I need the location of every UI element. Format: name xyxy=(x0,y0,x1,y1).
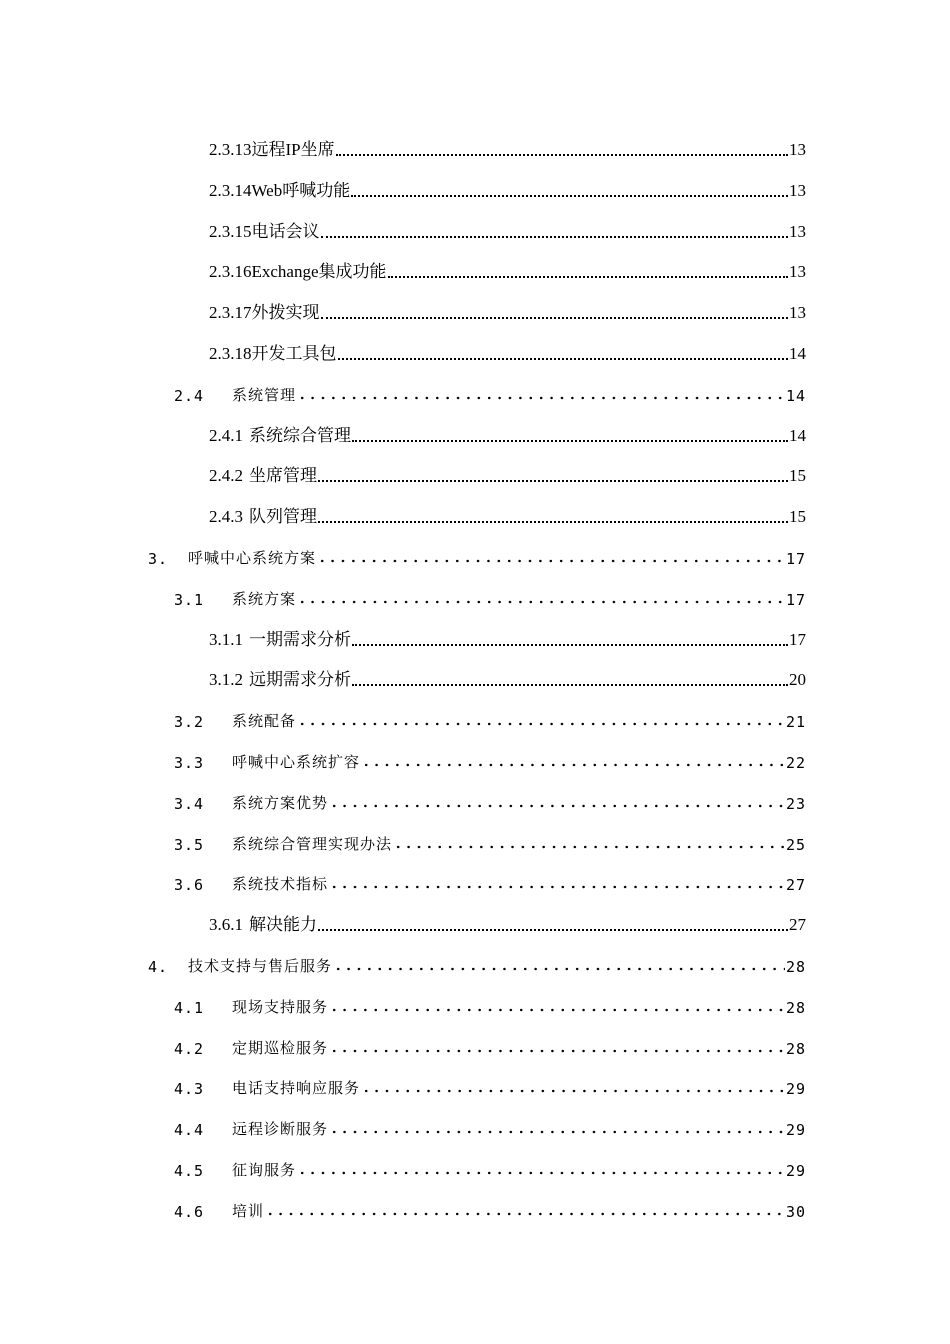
toc-entry-title: 队列管理 xyxy=(249,507,317,527)
toc-entry-number: 4.5 xyxy=(174,1162,205,1180)
toc-entry-number: 3.1.1 xyxy=(209,629,243,649)
toc-leader-dots xyxy=(329,884,785,890)
toc-entry[interactable] xyxy=(174,705,806,731)
toc-entry-page: 13 xyxy=(789,303,806,323)
toc-entry-title: 系统技术指标 xyxy=(232,875,329,894)
toc-leader-dots xyxy=(318,476,788,482)
toc-entry-title: 开发工具包 xyxy=(251,344,337,363)
toc-entry[interactable] xyxy=(174,1072,806,1098)
toc-entry-number: 3.2 xyxy=(174,713,205,732)
toc-entry-number: 2.3.13 xyxy=(209,140,252,159)
toc-entry[interactable] xyxy=(209,420,806,446)
toc-entry-number: 2.4.3 xyxy=(209,507,243,527)
toc-entry[interactable] xyxy=(174,787,806,813)
toc-entry-page: 25 xyxy=(785,835,806,854)
toc-entry[interactable] xyxy=(174,746,806,772)
toc-entry-title: 系统方案 xyxy=(232,589,297,608)
toc-entry-number: 2.3.15 xyxy=(209,221,252,241)
toc-entry-page: 13 xyxy=(789,262,806,282)
toc-leader-dots xyxy=(317,558,785,564)
toc-entry[interactable] xyxy=(174,828,806,854)
toc-entry-number: 4.4 xyxy=(174,1121,205,1140)
toc-entry-title: Exchange集成功能 xyxy=(251,262,387,282)
toc-entry-page: 15 xyxy=(789,466,806,486)
toc-entry-title: 培训 xyxy=(232,1201,265,1220)
toc-leader-dots xyxy=(318,925,788,931)
toc-entry-page: 29 xyxy=(785,1162,806,1180)
toc-entry-number: 3.1.2 xyxy=(209,670,243,690)
toc-entry-page: 14 xyxy=(785,386,806,405)
toc-entry-page: 23 xyxy=(785,794,806,813)
toc-entry-page: 27 xyxy=(789,915,806,935)
toc-entry-title: 远期需求分析 xyxy=(249,670,351,690)
toc-entry[interactable] xyxy=(209,134,806,160)
toc-entry-page: 14 xyxy=(789,425,806,445)
toc-entry-number: 3.1 xyxy=(174,590,205,609)
toc-entry-number: 3.4 xyxy=(174,794,205,813)
toc-entry-page: 21 xyxy=(785,713,806,732)
toc-entry-number: 2.4 xyxy=(174,386,205,405)
toc-entry-title: 一期需求分析 xyxy=(249,629,351,649)
toc-leader-dots xyxy=(361,1088,785,1094)
toc-entry-page: 17 xyxy=(785,550,806,568)
toc-entry[interactable] xyxy=(209,175,806,201)
toc-entry-number: 2.3.14 xyxy=(209,180,252,200)
toc-entry-number: 2.3.18 xyxy=(209,344,252,363)
toc-leader-dots xyxy=(318,517,788,523)
toc-leader-dots xyxy=(329,1048,785,1054)
toc-entry[interactable] xyxy=(209,216,806,242)
toc-entry-number: 4. xyxy=(148,958,169,976)
toc-entry-number: 2.4.2 xyxy=(209,466,243,486)
toc-leader-dots xyxy=(338,354,789,360)
toc-entry-number: 3.3 xyxy=(174,754,205,772)
toc-leader-dots xyxy=(321,313,789,319)
toc-leader-dots xyxy=(297,599,785,605)
toc-entry-number: 4.1 xyxy=(174,998,205,1017)
toc-entry-title: 系统综合管理实现办法 xyxy=(232,834,393,853)
toc-entry-title: 电话会议 xyxy=(251,221,320,241)
toc-entry-number: 3.5 xyxy=(174,835,205,854)
toc-entry-number: 3.6.1 xyxy=(209,915,243,935)
toc-entry-title: 系统管理 xyxy=(232,385,297,404)
toc-leader-dots xyxy=(336,150,788,156)
toc-entry-page: 17 xyxy=(785,590,806,609)
toc-entry[interactable] xyxy=(209,501,806,527)
toc-entry[interactable] xyxy=(209,664,806,690)
toc-entry-title: 外拨实现 xyxy=(251,303,320,323)
toc-entry-number: 4.6 xyxy=(174,1202,205,1221)
toc-entry-title: 系统方案优势 xyxy=(232,793,329,812)
toc-entry-page: 30 xyxy=(785,1202,806,1221)
toc-leader-dots xyxy=(321,232,789,238)
toc-leader-dots xyxy=(329,1007,785,1013)
toc-leader-dots xyxy=(388,272,788,278)
toc-leader-dots xyxy=(361,762,785,768)
toc-entry-number: 2.3.17 xyxy=(209,303,252,323)
toc-entry-title: 解决能力 xyxy=(249,915,317,935)
toc-entry-number: 3.6 xyxy=(174,876,205,895)
toc-entry-title: 定期巡检服务 xyxy=(232,1038,329,1057)
toc-entry-title: 系统综合管理 xyxy=(249,425,351,445)
toc-entry-title: 技术支持与售后服务 xyxy=(188,957,333,975)
toc-entry[interactable] xyxy=(174,1154,806,1180)
toc-entry-number: 2.4.1 xyxy=(209,425,243,445)
toc-entry-page: 22 xyxy=(785,754,806,772)
toc-entry-page: 28 xyxy=(785,1039,806,1058)
toc-entry-page: 29 xyxy=(785,1080,806,1099)
toc-leader-dots xyxy=(297,395,785,401)
toc-entry-title: 远程IP坐席 xyxy=(251,140,335,159)
toc-entry[interactable] xyxy=(174,1195,806,1221)
toc-leader-dots xyxy=(329,803,785,809)
toc-entry-page: 28 xyxy=(785,958,806,976)
toc-entry[interactable] xyxy=(209,624,806,650)
toc-entry[interactable] xyxy=(174,583,806,609)
toc-entry-page: 13 xyxy=(789,140,806,159)
toc-entry-title: 呼喊中心系统方案 xyxy=(188,549,317,567)
toc-entry-title: 征询服务 xyxy=(232,1161,297,1179)
toc-entry-page: 20 xyxy=(789,670,806,690)
toc-entry-number: 4.2 xyxy=(174,1039,205,1058)
toc-entry[interactable] xyxy=(174,1032,806,1058)
toc-entry-number: 4.3 xyxy=(174,1080,205,1099)
toc-entry[interactable] xyxy=(174,868,806,894)
toc-entry[interactable] xyxy=(174,991,806,1017)
toc-entry-page: 15 xyxy=(789,507,806,527)
toc-entry[interactable] xyxy=(174,379,806,405)
toc-entry-page: 29 xyxy=(785,1121,806,1140)
toc-entry[interactable] xyxy=(148,950,806,976)
toc-leader-dots xyxy=(265,1211,785,1217)
toc-entry-title: Web呼喊功能 xyxy=(251,180,351,200)
toc-entry[interactable] xyxy=(148,542,806,568)
toc-entry-title: 远程诊断服务 xyxy=(232,1120,329,1139)
toc-leader-dots xyxy=(351,191,788,197)
toc-entry-title: 现场支持服务 xyxy=(232,997,329,1016)
toc-entry[interactable] xyxy=(209,256,806,282)
toc-entry-page: 13 xyxy=(789,180,806,200)
toc-entry[interactable] xyxy=(209,297,806,323)
toc-entry[interactable] xyxy=(209,909,806,935)
toc-entry-page: 17 xyxy=(789,629,806,649)
toc-leader-dots xyxy=(352,680,788,686)
toc-entry-page: 13 xyxy=(789,221,806,241)
toc-entry-number: 2.3.16 xyxy=(209,262,252,282)
toc-leader-dots xyxy=(297,721,785,727)
toc-entry-title: 电话支持响应服务 xyxy=(232,1079,361,1098)
toc-entry-number: 3. xyxy=(148,550,169,568)
toc-leader-dots xyxy=(333,966,785,972)
toc-entry-page: 28 xyxy=(785,998,806,1017)
toc-leader-dots xyxy=(329,1129,785,1135)
toc-leader-dots xyxy=(297,1170,785,1176)
toc-entry[interactable] xyxy=(174,1113,806,1139)
toc-leader-dots xyxy=(352,640,788,646)
toc-entry[interactable] xyxy=(209,460,806,486)
toc-entry[interactable] xyxy=(209,338,806,364)
toc-leader-dots xyxy=(393,844,785,850)
toc-entry-page: 14 xyxy=(789,344,806,363)
toc-entry-title: 坐席管理 xyxy=(249,466,317,486)
toc-leader-dots xyxy=(352,436,788,442)
toc-entry-page: 27 xyxy=(785,876,806,895)
toc-entry-title: 呼喊中心系统扩容 xyxy=(232,753,361,771)
toc-entry-title: 系统配备 xyxy=(232,712,297,731)
